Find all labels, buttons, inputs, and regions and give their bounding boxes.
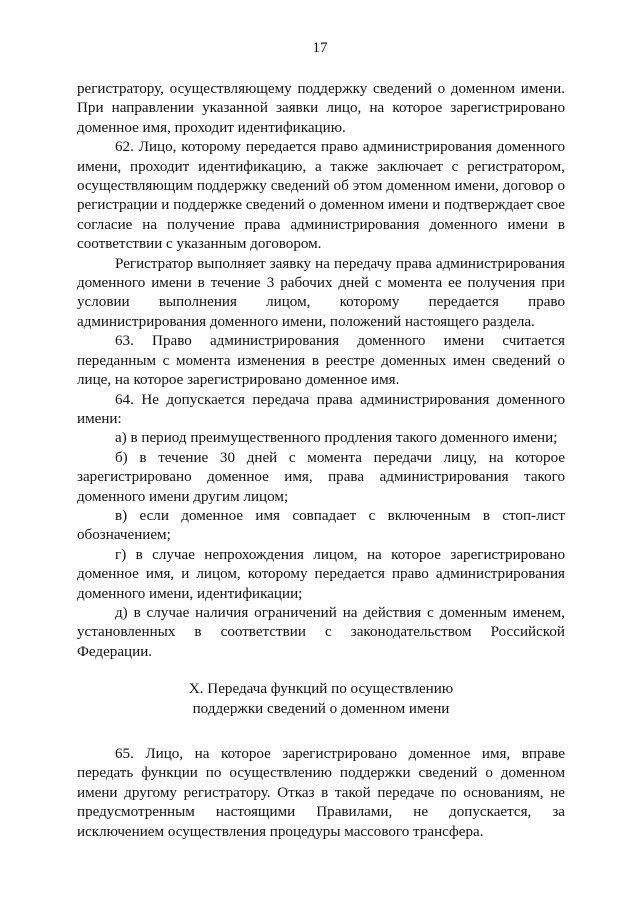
list-item-d: д) в случае наличия ограничений на действия с доменным именем, установленных в соответствии с законодательством Российской Федерации. <box>77 604 565 660</box>
paragraph-65: 65. Лицо, на которое зарегистрировано доменное имя, вправе передать функции по осуществлению поддержки сведений о доменном имени другому регистратору. Отказ в такой передаче по основаниям, не предусмотренным настоящими Правилами, не допускается, за исключением осуществления процедуры массового трансфера. <box>77 746 565 840</box>
paragraph-63: 63. Право администрирования доменного имени считается переданным с момента изменения в реестре доменных имен сведений о лице, на которое зарегистрировано доменное имя. <box>77 333 565 389</box>
paragraph-continuation: регистратору, осуществляющему поддержку сведений о доменном имени. При направлении указанной заявки лицо, на которое зарегистрировано доменное имя, проходит идентификацию. <box>77 81 565 136</box>
list-item-g: г) в случае непрохождения лицом, на которое зарегистрировано доменное имя, и лицом, которому передается право администрирования доменного имени, идентификации; <box>77 546 565 602</box>
paragraph-62: 62. Лицо, которому передается право администрирования доменного имени, проходит идентификацию, а также заключает с регистратором, осуществляющим поддержку сведений об этом доменном имени, договор о регистрации и поддержке сведений о доменном имени и подтверждает свое согласие на получение права администрирования доменного имени в соответствии с указанным договором. <box>77 139 565 253</box>
section-heading-line-1: X. Передача функций по осуществлению <box>188 681 454 698</box>
page-number: 17 <box>312 40 328 56</box>
section-heading-line-2: поддержки сведений о доменном имени <box>192 700 450 717</box>
document-body <box>77 80 565 842</box>
list-item-b: б) в течение 30 дней с момента передачи лицу, на которое зарегистрировано доменное имя, права администрирования такого доменного имени другим лицом; <box>77 449 565 505</box>
paragraph-64: 64. Не допускается передача права администрирования доменного имени: <box>77 391 565 427</box>
paragraph-registrar-request: Регистратор выполняет заявку на передачу права администрирования доменного имени в течение 3 рабочих дней с момента ее получения при условии выполнения лицом, которому передается право администрирования доменного имени, положений настоящего раздела. <box>77 255 565 330</box>
list-item-a: а) в период преимущественного продления такого доменного имени; <box>115 430 558 447</box>
list-item-v: в) если доменное имя совпадает с включенным в стоп-лист обозначением; <box>77 507 565 544</box>
section-heading <box>77 680 565 719</box>
